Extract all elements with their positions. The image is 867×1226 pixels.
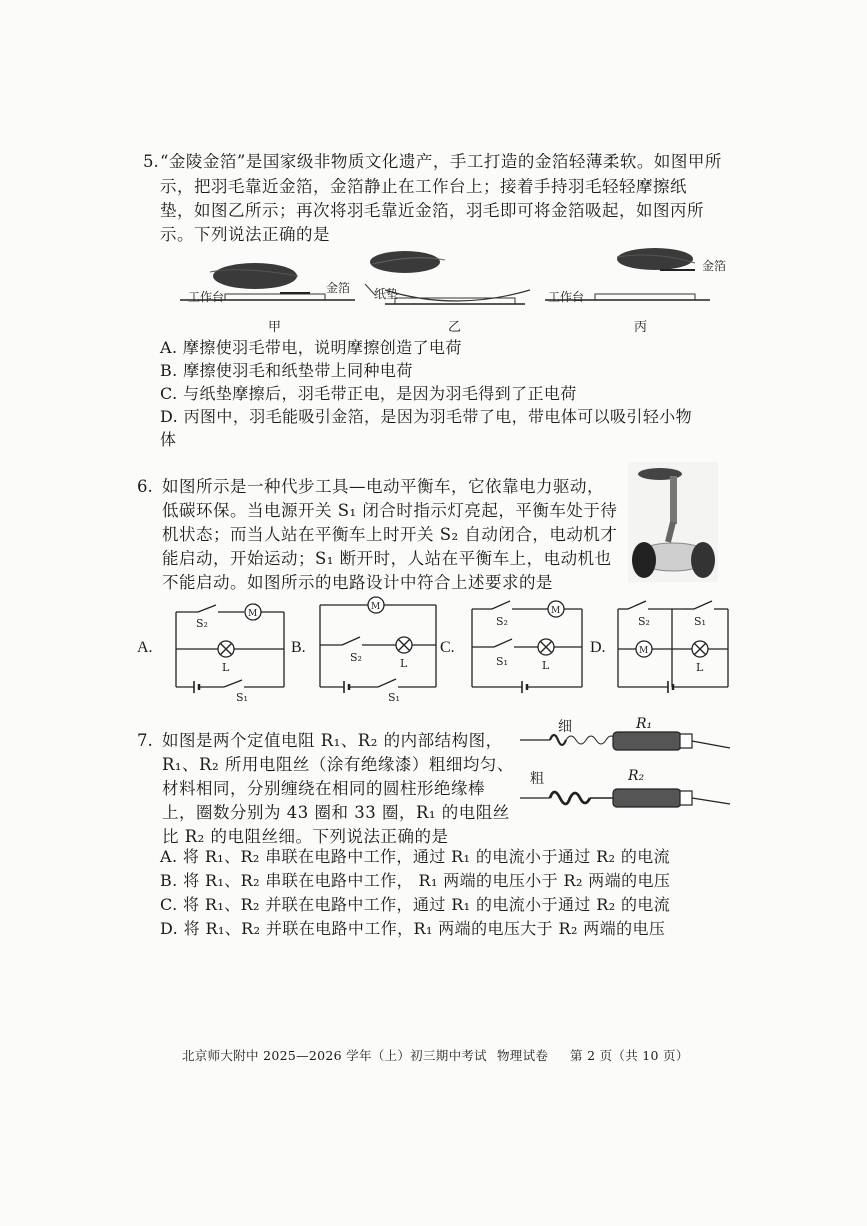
question-5-text-line-2: 示，把羽毛靠近金箔，金箔静止在工作台上；接着手持羽毛轻轻摩擦纸 xyxy=(160,177,687,196)
balance-scooter-image xyxy=(628,462,718,582)
s2-label: S₂ xyxy=(350,651,362,664)
footer-page: 第 2 页（共 10 页） xyxy=(570,1048,689,1063)
q7-option-c[interactable]: C. 将 R₁、R₂ 并联在电路中工作，通过 R₁ 的电流小于通过 R₂ 的电流 xyxy=(160,895,671,914)
yi-pad-label: 纸垫 xyxy=(374,287,399,301)
feather xyxy=(213,263,297,289)
q5-option-c[interactable]: C. 与纸垫摩擦后，羽毛带正电，是因为羽毛得到了正电荷 xyxy=(160,384,577,403)
r2-label: R₂ xyxy=(628,768,645,784)
question-5-text-line-3: 垫，如图乙所示；再次将羽毛靠近金箔，羽毛即可将金箔吸起，如图丙所 xyxy=(160,201,704,220)
footer-subject: 物理试卷 xyxy=(497,1048,549,1063)
circuit-b xyxy=(320,602,438,704)
question-5-number: 5. xyxy=(143,152,159,171)
footer-school: 北京师大附中 2025—2026 学年（上）初三期中考试 xyxy=(182,1048,487,1063)
q6-option-a[interactable]: A. xyxy=(137,639,153,656)
question-5-text-line-4: 示。下列说法正确的是 xyxy=(160,225,330,244)
question-6-text-line-4: 能启动，开始运动；S₁ 断开时，人站在平衡车上，电动机也 xyxy=(162,549,612,568)
s1-label: S₁ xyxy=(694,615,706,628)
motor-label: M xyxy=(371,602,381,612)
question-7-text-line-1: 如图是两个定值电阻 R₁、R₂ 的内部结构图， xyxy=(162,731,503,750)
bing-foil-label: 金箔 xyxy=(702,259,727,273)
question-5-text-line-1: “金陵金箔”是国家级非物质文化遗产，手工打造的金箔轻薄柔软。如图甲所 xyxy=(160,152,722,171)
question-7-text-line-5: 比 R₂ 的电阻丝细。下列说法正确的是 xyxy=(162,827,449,846)
circuit-d xyxy=(618,605,730,690)
question-6-text-line-1: 如图所示是一种代步工具—电动平衡车，它依靠电力驱动， xyxy=(162,477,604,496)
question-7-text-line-2: R₁、R₂ 所用电阻丝（涂有绝缘漆）粗细均匀、 xyxy=(162,755,514,774)
jia-foil-label: 金箔 xyxy=(326,281,351,295)
lamp-label: L xyxy=(542,659,550,672)
question-6-text-line-5: 不能启动。如图所示的电路设计中符合上述要求的是 xyxy=(162,573,553,592)
q7-option-a[interactable]: A. 将 R₁、R₂ 串联在电路中工作，通过 R₁ 的电流小于通过 R₂ 的电流 xyxy=(160,847,671,866)
worktable xyxy=(225,294,325,300)
circuit-a xyxy=(176,605,286,704)
s2-label: S₂ xyxy=(496,615,508,628)
resistor-r2-body xyxy=(613,789,681,807)
s1-label: S₁ xyxy=(388,691,400,704)
s1-label: S₁ xyxy=(496,655,508,668)
question-7-text-line-4: 上，圈数分别为 43 圈和 33 圈，R₁ 的电阻丝 xyxy=(162,803,510,822)
q5-option-d-cont: 体 xyxy=(160,430,177,449)
lamp-label: L xyxy=(696,661,704,674)
motor-label: M xyxy=(639,646,649,656)
circuit-c xyxy=(472,605,584,690)
thick-label: 粗 xyxy=(530,771,544,787)
bing-caption: 丙 xyxy=(634,320,648,335)
worktable xyxy=(595,294,695,300)
r1-label: R₁ xyxy=(636,716,653,732)
s2-label: S₂ xyxy=(196,617,208,630)
question-6-number: 6. xyxy=(137,477,153,496)
thin-label: 细 xyxy=(558,719,572,735)
resistor-structure-figure xyxy=(515,712,745,822)
question-6-text-line-2: 低碳环保。当电源开关 S₁ 闭合时指示灯亮起，平衡车处于待 xyxy=(162,501,618,520)
question-7-text-line-3: 材料相同，分别缠绕在相同的圆柱形绝缘棒 xyxy=(162,779,485,798)
q5-option-d[interactable]: D. 丙图中，羽毛能吸引金箔，是因为羽毛带了电，带电体可以吸引轻小物 xyxy=(160,407,693,426)
resistor-r1-body xyxy=(613,732,681,750)
motor-label: M xyxy=(248,609,258,619)
q6-option-b[interactable]: B. xyxy=(291,639,306,656)
q5-option-a[interactable]: A. 摩擦使羽毛带电，说明摩擦创造了电荷 xyxy=(160,338,462,357)
s1-label: S₁ xyxy=(236,691,248,704)
q7-option-b[interactable]: B. 将 R₁、R₂ 串联在电路中工作， R₁ 两端的电压小于 R₂ 两端的电压 xyxy=(160,871,671,890)
q6-option-d[interactable]: D. xyxy=(590,639,606,656)
q7-option-d[interactable]: D. 将 R₁、R₂ 并联在电路中工作，R₁ 两端的电压大于 R₂ 两端的电压 xyxy=(160,919,666,938)
bing-table-label: 工作台 xyxy=(548,290,585,304)
yi-caption: 乙 xyxy=(448,320,462,335)
jia-table-label: 工作台 xyxy=(188,290,225,304)
lamp-label: L xyxy=(400,657,408,670)
jia-caption: 甲 xyxy=(268,320,282,335)
question-6-text-line-3: 机状态；而当人站在平衡车上时开关 S₂ 自动闭合，电动机才 xyxy=(162,525,618,544)
s2-label: S₂ xyxy=(638,615,650,628)
motor-label: M xyxy=(551,606,561,616)
question-7-number: 7. xyxy=(137,731,153,750)
q5-option-b[interactable]: B. 摩擦使羽毛和纸垫带上同种电荷 xyxy=(160,361,413,380)
q6-option-c[interactable]: C. xyxy=(440,639,455,656)
lamp-label: L xyxy=(222,661,230,674)
